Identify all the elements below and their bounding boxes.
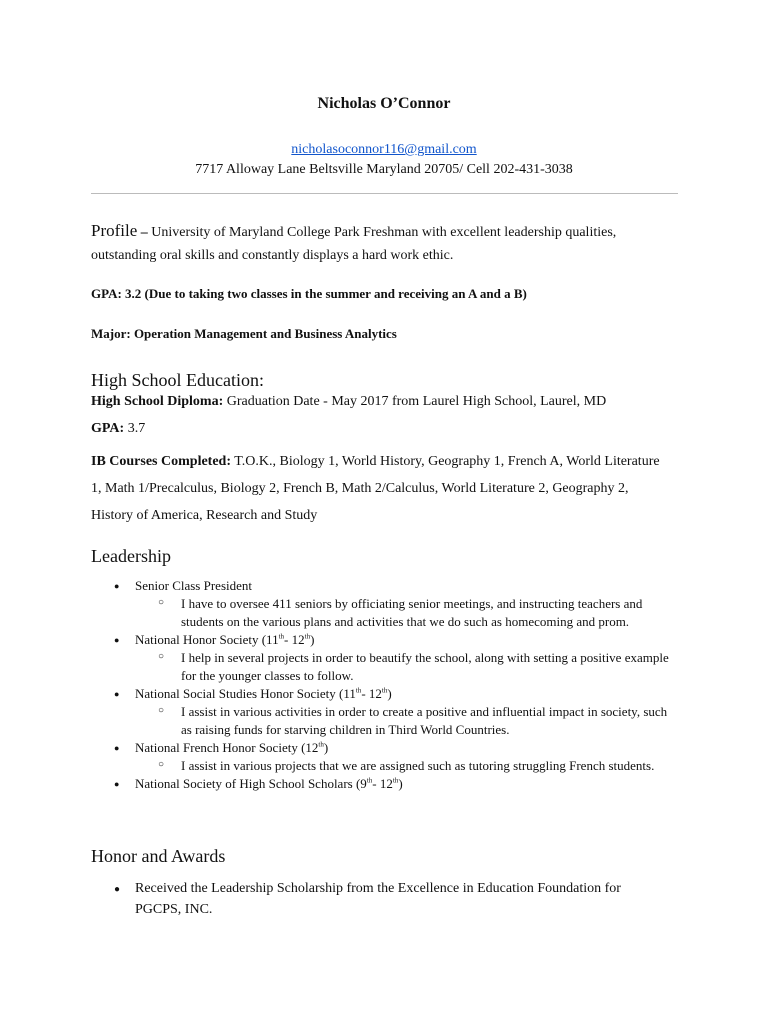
leadership-role: Senior Class President	[135, 578, 252, 593]
list-item	[0, 685, 768, 703]
list-item	[0, 631, 768, 649]
diploma-label: High School Diploma:	[91, 394, 224, 409]
superscript: th	[381, 686, 388, 695]
hs-gpa-label: GPA:	[91, 421, 125, 436]
profile-dash: –	[137, 225, 152, 240]
award-text: Received the Leadership Scholarship from the Excellence in Education Foundation for PGCPS, INC.	[135, 881, 621, 917]
role-range: - 12	[284, 632, 305, 647]
leadership-role: National Honor Society (11	[135, 632, 279, 647]
diploma-value: Graduation Date - May 2017 from Laurel High School, Laurel, MD	[223, 394, 607, 409]
list-item	[0, 577, 768, 595]
leadership-role: National Social Studies Honor Society (11	[135, 686, 356, 701]
leadership-list	[0, 577, 768, 793]
email-link[interactable]: nicholasoconnor116@gmail.com	[291, 142, 477, 157]
ib-value: T.O.K., Biology 1, World History, Geography 1, French A, World Literature 1, Math 1/Precalculus, Biology 2, French B, Math 2/Calculus, World Literature 2, Geography 2, History of America, Research and Study	[91, 454, 660, 523]
awards-heading: Honor and Awards	[91, 846, 226, 866]
role-end: )	[387, 686, 392, 701]
superscript: th	[304, 632, 311, 641]
list-item	[0, 878, 665, 920]
role-end: )	[323, 740, 329, 755]
bullet-icon: ●	[114, 635, 120, 645]
contact-email	[0, 142, 768, 158]
list-item	[0, 775, 768, 793]
college-major: Major: Operation Management and Business Analytics	[91, 326, 397, 341]
superscript: th	[392, 776, 399, 785]
contact-address: 7717 Alloway Lane Beltsville Maryland 20705/ Cell 202-431-3038	[195, 162, 573, 177]
bullet-icon: ●	[114, 581, 120, 591]
profile-label: Profile	[91, 221, 138, 240]
list-item-detail	[0, 649, 681, 685]
list-item-detail	[0, 703, 681, 739]
college-gpa: GPA: 3.2 (Due to taking two classes in the summer and receiving an A and a B)	[91, 286, 527, 301]
role-end: )	[398, 776, 403, 791]
list-item-detail	[0, 757, 681, 775]
leadership-role: National Society of High School Scholars (9	[135, 776, 367, 791]
bullet-icon: ●	[114, 779, 120, 789]
bullet-icon: ●	[114, 884, 121, 895]
circle-bullet-icon: ○	[158, 705, 165, 716]
diploma-line	[91, 394, 606, 410]
superscript: th	[355, 686, 362, 695]
superscript: th	[278, 632, 285, 641]
list-item	[0, 739, 768, 757]
hs-gpa-line	[91, 421, 145, 437]
leadership-detail: I assist in various projects that we are assigned such as tutoring struggling French students.	[181, 758, 655, 773]
awards-list	[0, 878, 768, 920]
leadership-role: National French Honor Society (12	[135, 740, 319, 755]
profile-section	[91, 219, 681, 267]
list-item-detail	[0, 595, 681, 631]
ib-courses	[91, 448, 661, 529]
high-school-heading: High School Education:	[91, 370, 264, 390]
profile-text: University of Maryland College Park Freshman with excellent leadership qualities, outstanding oral skills and constantly displays a hard work ethic.	[91, 225, 617, 263]
circle-bullet-icon: ○	[158, 597, 165, 608]
bullet-icon: ●	[114, 743, 120, 753]
leadership-detail: I assist in various activities in order to create a positive and influential impact in society, such as raising funds for starving children in Third World Countries.	[181, 704, 668, 737]
hs-gpa-value: 3.7	[124, 421, 146, 436]
ib-label: IB Courses Completed:	[91, 454, 231, 469]
role-range: - 12	[361, 686, 382, 701]
leadership-detail: I have to oversee 411 seniors by officiating senior meetings, and instructing teachers and students on the various plans and activities that we do such as homecoming and prom.	[181, 596, 643, 629]
header-divider	[91, 193, 678, 194]
circle-bullet-icon: ○	[158, 759, 165, 770]
leadership-detail: I help in several projects in order to beautify the school, along with setting a positive example for the younger classes to follow.	[181, 650, 669, 683]
role-range: - 12	[372, 776, 393, 791]
resume-name: Nicholas O’Connor	[317, 95, 451, 112]
bullet-icon: ●	[114, 689, 120, 699]
superscript: th	[366, 776, 373, 785]
superscript: th	[318, 740, 324, 749]
circle-bullet-icon: ○	[158, 651, 165, 662]
leadership-heading: Leadership	[91, 546, 171, 566]
role-end: )	[310, 632, 315, 647]
